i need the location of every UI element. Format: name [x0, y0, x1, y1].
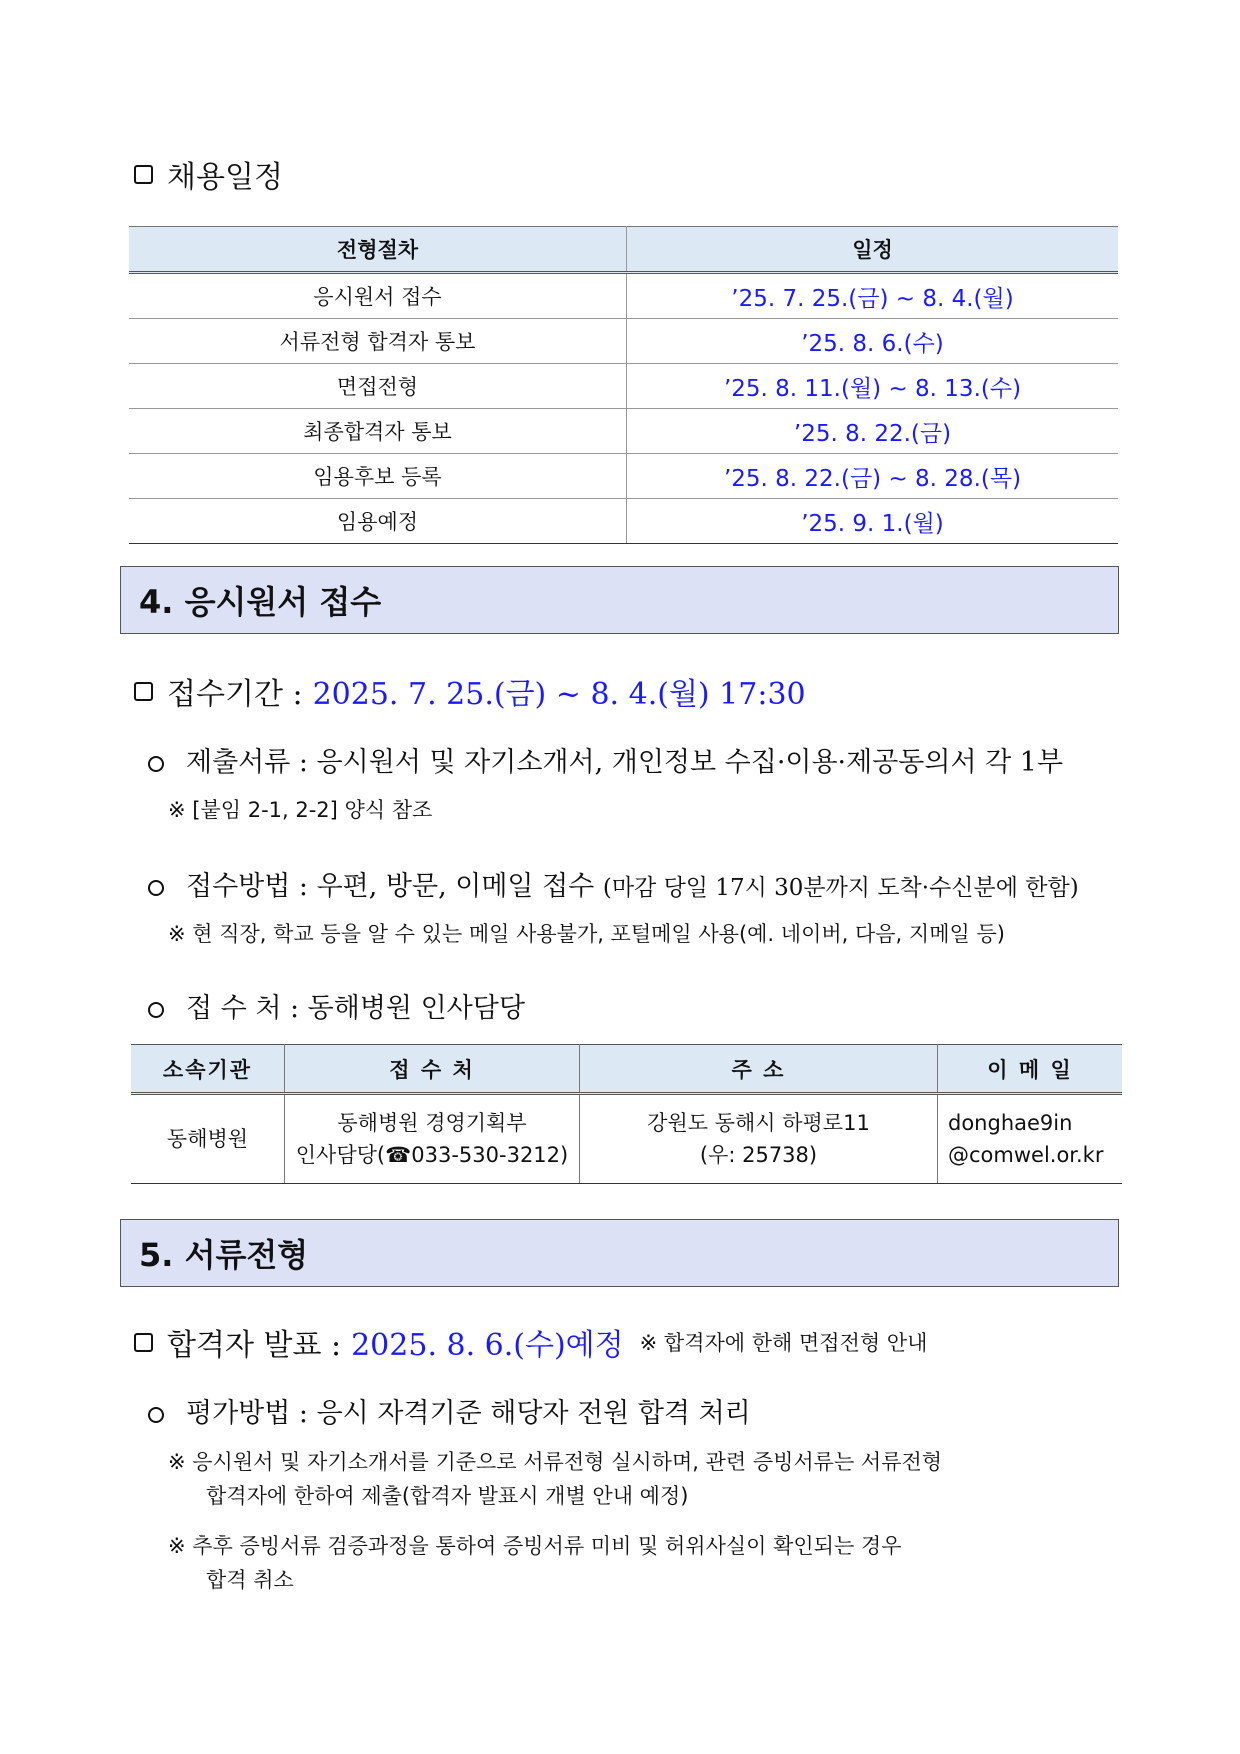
table-row — [129, 499, 1118, 544]
circle-bullet-icon — [148, 1002, 164, 1018]
circle-bullet-icon — [148, 1407, 164, 1423]
checkbox-square-icon — [134, 165, 153, 184]
checkbox-square-icon — [134, 682, 153, 701]
result-announcement-label: 합격자 발표 : — [167, 1328, 342, 1363]
schedule-date: ’25. 8. 22.(금) ~ 8. 28.(목) — [627, 454, 1119, 499]
reception-email-user: donghae9in — [948, 1111, 1073, 1135]
evaluation-method-text: 평가방법 : 응시 자격기준 해당자 전원 합격 처리 — [186, 1398, 751, 1429]
result-announcement-note: ※ 합격자에 한해 면접전형 안내 — [639, 1331, 928, 1355]
reception-header-address: 주 소 — [580, 1045, 938, 1094]
evaluation-note-2: ※ 추후 증빙서류 검증과정을 통하여 증빙서류 미비 및 허위사실이 확인되는 경우 — [168, 1534, 902, 1558]
circle-bullet-icon — [148, 756, 164, 772]
section-4-title: 4. 응시원서 접수 — [120, 566, 1119, 634]
result-announcement — [134, 1320, 927, 1364]
checkbox-square-icon — [134, 1333, 153, 1352]
reception-table — [131, 1044, 1122, 1184]
reception-office-text: 접 수 처 : 동해병원 인사담당 — [186, 993, 525, 1024]
reception-phone: 인사담당(☎033-530-3212) — [295, 1143, 569, 1167]
schedule-step: 면접전형 — [129, 364, 627, 409]
schedule-header-date: 일정 — [627, 227, 1119, 273]
submission-method-note: ※ 현 직장, 학교 등을 알 수 있는 메일 사용불가, 포털메일 사용(예. 네이버, 다음, 지메일 등) — [168, 922, 1005, 946]
application-period-value: 2025. 7. 25.(금) ~ 8. 4.(월) 17:30 — [312, 677, 806, 712]
section-5-title: 5. 서류전형 — [120, 1219, 1119, 1287]
reception-org: 동해병원 — [131, 1094, 285, 1184]
schedule-date: ’25. 8. 11.(월) ~ 8. 13.(수) — [627, 364, 1119, 409]
reception-dept: 동해병원 경영기획부 — [337, 1111, 527, 1135]
evaluation-note-1-cont: 합격자에 한하여 제출(합격자 발표시 개별 안내 예정) — [206, 1484, 689, 1508]
reception-address: 강원도 동해시 하평로11 — [647, 1111, 870, 1135]
schedule-date: ’25. 8. 6.(수) — [627, 319, 1119, 364]
reception-header-office: 접 수 처 — [285, 1045, 580, 1094]
schedule-heading — [134, 152, 283, 196]
schedule-header-step: 전형절차 — [129, 227, 627, 273]
schedule-date: ’25. 8. 22.(금) — [627, 409, 1119, 454]
schedule-table — [129, 226, 1118, 544]
evaluation-method — [148, 1391, 751, 1430]
schedule-step: 임용예정 — [129, 499, 627, 544]
reception-office — [148, 986, 525, 1025]
schedule-step: 서류전형 합격자 통보 — [129, 319, 627, 364]
result-announcement-value: 2025. 8. 6.(수)예정 — [351, 1328, 624, 1363]
reception-office-cell — [285, 1094, 580, 1184]
table-row — [129, 409, 1118, 454]
table-row — [129, 454, 1118, 499]
evaluation-note-1: ※ 응시원서 및 자기소개서를 기준으로 서류전형 실시하며, 관련 증빙서류는 서류전형 — [168, 1450, 943, 1474]
submission-method-text: 접수방법 : 우편, 방문, 이메일 접수 — [186, 871, 595, 902]
table-row — [129, 319, 1118, 364]
submission-documents-note: ※ [붙임 2-1, 2-2] 양식 참조 — [168, 798, 433, 822]
schedule-step: 최종합격자 통보 — [129, 409, 627, 454]
circle-bullet-icon — [148, 880, 164, 896]
reception-postcode: (우: 25738) — [699, 1143, 818, 1167]
reception-header-email: 이 메 일 — [938, 1045, 1123, 1094]
schedule-date: ’25. 9. 1.(월) — [627, 499, 1119, 544]
schedule-date: ’25. 7. 25.(금) ~ 8. 4.(월) — [627, 273, 1119, 319]
schedule-step: 응시원서 접수 — [129, 273, 627, 319]
submission-documents — [148, 740, 1063, 779]
schedule-step: 임용후보 등록 — [129, 454, 627, 499]
reception-email-cell — [938, 1094, 1123, 1184]
submission-method — [148, 864, 1079, 903]
submission-documents-text: 제출서류 : 응시원서 및 자기소개서, 개인정보 수집·이용·제공동의서 각 1부 — [186, 747, 1064, 778]
evaluation-note-2-cont: 합격 취소 — [206, 1568, 294, 1592]
table-row — [131, 1094, 1122, 1184]
schedule-heading-text: 채용일정 — [167, 160, 283, 195]
application-period — [134, 669, 806, 713]
table-row — [129, 364, 1118, 409]
submission-method-sub: (마감 당일 17시 30분까지 도착·수신분에 한함) — [602, 875, 1079, 901]
reception-address-cell — [580, 1094, 938, 1184]
reception-header-org: 소속기관 — [131, 1045, 285, 1094]
table-row — [129, 273, 1118, 319]
application-period-label: 접수기간 : — [167, 677, 303, 712]
reception-email-domain: @comwel.or.kr — [948, 1143, 1104, 1167]
